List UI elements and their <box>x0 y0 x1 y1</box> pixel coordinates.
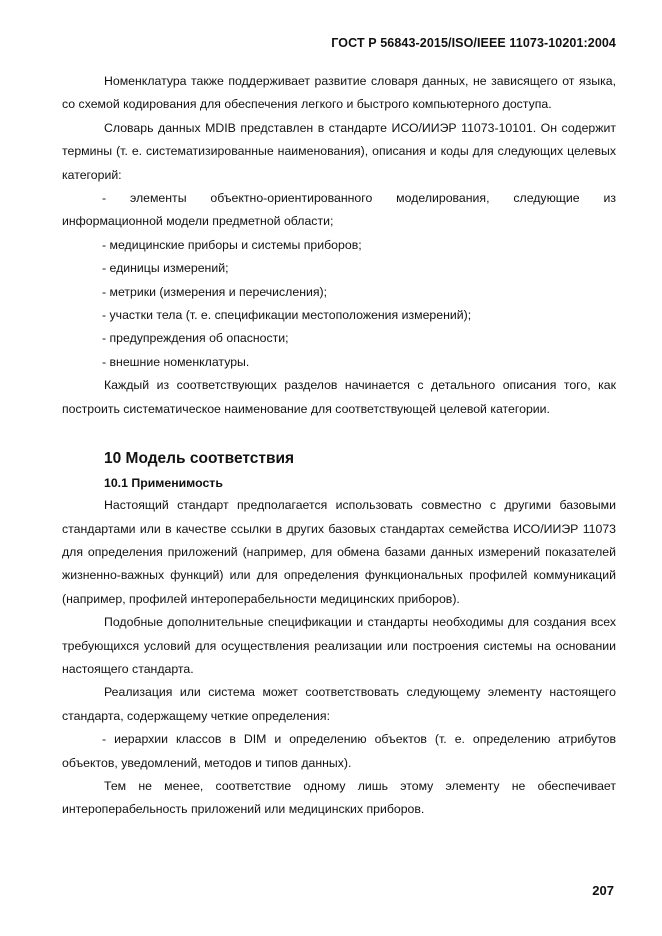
list-item: - медицинские приборы и системы приборов; <box>102 237 362 252</box>
paragraph-applicability: Настоящий стандарт предполагается использовать совместно с другими базовыми стандартами или в качестве ссылки в других базовых стандартах семейства ИСО/ИИЭР 11073 для определения приложений (например, для обмена базами данных измерений показателей жизненно-важных функций) или для определения функциональных профилей коммуникаций (например, профилей интероперабельности медицинских приборов). <box>62 498 616 606</box>
paragraph-mdib-dictionary: Словарь данных MDIB представлен в стандарте ИСО/ИИЭР 11073-10101. Он содержит термины (т. е. систематизированные наименования), описания и коды для следующих целевых категорий: <box>62 120 616 182</box>
page-body <box>62 70 616 822</box>
paragraph-additional-specs: Подобные дополнительные спецификации и стандарты необходимы для создания всех требующихся условий для осуществления реализации или построения системы на основании настоящего стандарта. <box>62 615 616 676</box>
subsection-heading: 10.1 Применимость <box>104 476 223 491</box>
list-item: - иерархии классов в DIM и определению объектов (т. е. определению атрибутов объектов, уведомлений, методов и типов данных). <box>62 732 616 770</box>
document-header: ГОСТ Р 56843-2015/ISO/IEEE 11073-10201:2004 <box>331 36 616 50</box>
paragraph-sections: Каждый из соответствующих разделов начинается с детального описания того, как построить систематическое наименование для соответствующей целевой категории. <box>62 378 616 416</box>
list-item: - внешние номенклатуры. <box>102 354 250 369</box>
paragraph-conformance-element: Реализация или система может соответствовать следующему элементу настоящего стандарта, содержащему четкие определения: <box>62 685 616 723</box>
list-item: - единицы измерений; <box>102 261 229 276</box>
list-item: - элементы объектно-ориентированного моделирования, следующие из информационной модели предметной области; <box>62 191 616 229</box>
list-item: - метрики (измерения и перечисления); <box>102 284 328 299</box>
paragraph-interoperability: Тем не менее, соответствие одному лишь этому элементу не обеспечивает интероперабельность приложений или медицинских приборов. <box>62 778 616 817</box>
list-item: - участки тела (т. е. спецификации местоположения измерений); <box>102 308 472 323</box>
page-number: 207 <box>592 883 614 898</box>
section-heading: 10 Модель соответствия <box>104 450 295 468</box>
paragraph-nomenclature: Номенклатура также поддерживает развитие словаря данных, не зависящего от языка, со схемой кодирования для обеспечения легкого и быстрого компьютерного доступа. <box>62 74 616 112</box>
list-item: - предупреждения об опасности; <box>102 331 289 346</box>
